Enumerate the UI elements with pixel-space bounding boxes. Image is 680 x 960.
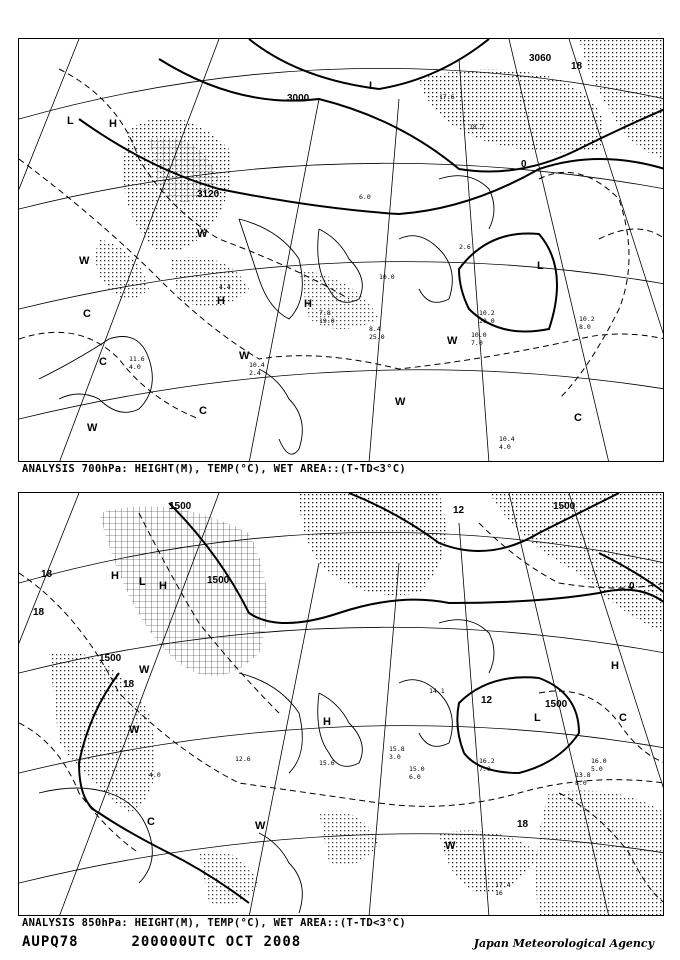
contour-label: 18	[571, 61, 583, 72]
svg-text:6.0: 6.0	[409, 773, 421, 781]
pressure-label: L	[369, 80, 376, 92]
agency-credit: Japan Meteorological Agency	[473, 937, 654, 950]
svg-text:5.0: 5.0	[591, 765, 603, 773]
contour-label: 0	[521, 159, 527, 170]
svg-text:19.0: 19.0	[319, 317, 335, 325]
chart-identifier	[22, 934, 301, 950]
svg-text:17.4: 17.4	[495, 881, 511, 889]
pressure-label: W	[239, 350, 250, 362]
contour-label: 12	[481, 695, 493, 706]
svg-text:15.0: 15.0	[409, 765, 425, 773]
svg-text:4.0: 4.0	[499, 443, 511, 451]
chart-700hpa	[18, 38, 664, 462]
map-700hpa	[19, 39, 664, 462]
svg-text:4.4: 4.4	[219, 283, 231, 291]
svg-text:18.7: 18.7	[469, 123, 485, 131]
pressure-label: W	[447, 335, 458, 347]
map-850hpa	[19, 493, 664, 916]
contour-label: 12	[453, 505, 465, 516]
pressure-label: H	[217, 295, 225, 307]
svg-text:8.4: 8.4	[369, 325, 381, 333]
contour-label: 3000	[287, 93, 310, 104]
svg-text:3.0: 3.0	[389, 753, 401, 761]
pressure-label: W	[129, 724, 140, 736]
contour-label: 1500	[169, 501, 192, 512]
svg-text:15.6: 15.6	[319, 759, 335, 767]
pressure-label: L	[139, 576, 146, 588]
svg-text:10.2: 10.2	[579, 315, 595, 323]
pressure-label: C	[199, 405, 207, 417]
coastlines	[39, 176, 494, 454]
contour-label: 18	[123, 679, 135, 690]
wet-area	[199, 851, 259, 906]
svg-text:8.0: 8.0	[579, 323, 591, 331]
svg-text:13.8: 13.8	[575, 771, 591, 779]
pressure-label: C	[574, 412, 582, 424]
svg-text:10.4: 10.4	[499, 435, 515, 443]
pressure-label: H	[611, 660, 619, 672]
svg-text:16.2: 16.2	[479, 757, 495, 765]
svg-text:12.6: 12.6	[235, 755, 251, 763]
contour-label: 18	[41, 569, 53, 580]
svg-text:16: 16	[495, 889, 503, 897]
pressure-label: H	[304, 298, 312, 310]
svg-text:7.0: 7.0	[471, 339, 483, 347]
pressure-label: W	[139, 664, 150, 676]
contour-label: 18	[33, 607, 45, 618]
pressure-label: C	[99, 356, 107, 368]
chart-850hpa	[18, 492, 664, 916]
svg-text:20.0: 20.0	[479, 317, 495, 325]
svg-text:10.2: 10.2	[479, 309, 495, 317]
wet-area	[299, 493, 446, 595]
pressure-label: C	[619, 712, 627, 724]
wet-area	[96, 239, 149, 299]
pressure-label: H	[111, 570, 119, 582]
svg-text:8.0: 8.0	[575, 779, 587, 787]
contour-label: 3060	[529, 53, 552, 64]
caption-700hpa: ANALYSIS 700hPa: HEIGHT(M), TEMP(°C), WET AREA::(T-TD<3°C)	[22, 463, 407, 475]
pressure-label: W	[197, 228, 208, 240]
svg-text:11.6: 11.6	[129, 355, 145, 363]
svg-text:2.6: 2.6	[459, 243, 471, 251]
svg-text:2.4: 2.4	[249, 369, 261, 377]
svg-text:16.0: 16.0	[591, 757, 607, 765]
contour-label: 18	[517, 819, 529, 830]
pressure-label: H	[323, 716, 331, 728]
product-code: AUPQ78	[22, 934, 79, 950]
svg-text:6.0: 6.0	[359, 193, 371, 201]
valid-datetime: 200000UTC OCT 2008	[131, 934, 302, 950]
svg-text:14.1: 14.1	[429, 687, 445, 695]
svg-text:4.0: 4.0	[129, 363, 141, 371]
wet-area	[419, 69, 604, 152]
pressure-label: W	[395, 396, 406, 408]
contour-label: 1500	[207, 575, 230, 586]
contour-label: 0	[629, 581, 635, 592]
pressure-label: L	[537, 260, 544, 272]
svg-text:7.8: 7.8	[319, 309, 331, 317]
svg-text:10.0: 10.0	[379, 273, 395, 281]
svg-text:4.0: 4.0	[149, 771, 161, 779]
pressure-label: C	[83, 308, 91, 320]
svg-text:25.0: 25.0	[369, 333, 385, 341]
svg-text:17.6: 17.6	[439, 93, 455, 101]
pressure-label: L	[534, 712, 541, 724]
pressure-label: C	[147, 816, 155, 828]
wet-area	[319, 811, 379, 866]
contour-label: 1500	[99, 653, 122, 664]
pressure-label: H	[159, 580, 167, 592]
svg-text:10.4: 10.4	[249, 361, 265, 369]
pressure-label: H	[109, 118, 117, 130]
pressure-label: W	[255, 820, 266, 832]
svg-text:10.0: 10.0	[471, 331, 487, 339]
pressure-label: L	[67, 115, 74, 127]
contour-label: 1500	[545, 699, 568, 710]
pressure-label: W	[87, 422, 98, 434]
svg-text:15.8: 15.8	[389, 745, 405, 753]
contour-label: 1500	[553, 501, 576, 512]
svg-text:7.0: 7.0	[479, 765, 491, 773]
pressure-label: W	[79, 255, 90, 267]
pressure-label: W	[445, 840, 456, 852]
caption-850hpa: ANALYSIS 850hPa: HEIGHT(M), TEMP(°C), WET AREA::(T-TD<3°C)	[22, 917, 407, 929]
contour-label: 3120	[197, 189, 220, 200]
wet-area	[536, 791, 664, 917]
